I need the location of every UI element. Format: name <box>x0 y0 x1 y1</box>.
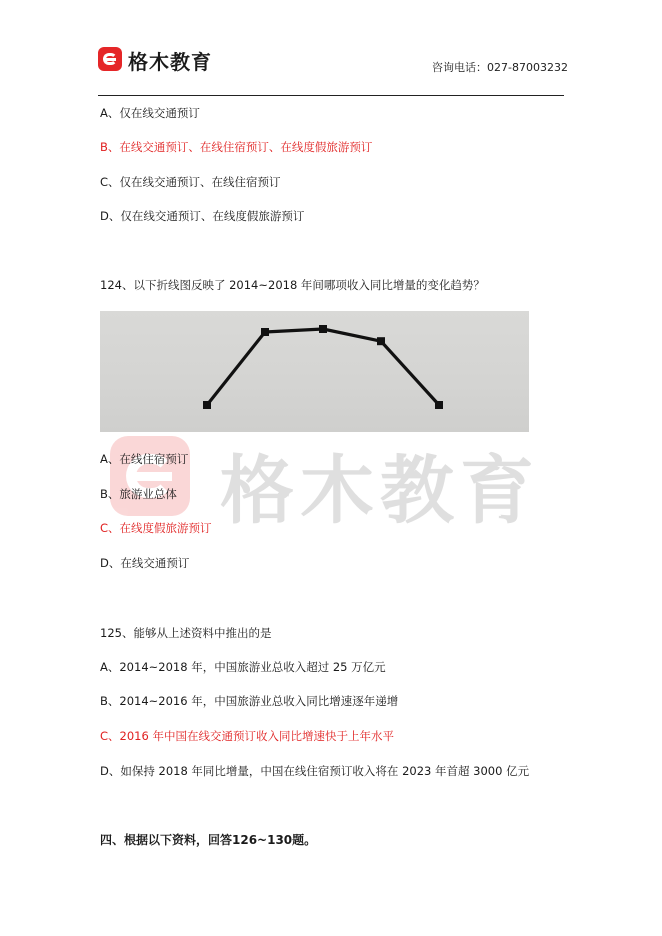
header-divider <box>98 95 564 96</box>
trend-line <box>207 329 439 405</box>
trend-point-4 <box>377 337 385 345</box>
trend-point-2 <box>261 328 269 336</box>
brand-logo <box>98 45 228 75</box>
brand-name: 格木教育 <box>128 50 212 74</box>
q125-option-d: D、如保持 2018 年同比增量，中国在线住宿预订收入将在 2023 年首超 3000 亿元 <box>100 764 530 778</box>
q125-option-c: C、2016 年中国在线交通预订收入同比增速快于上年水平 <box>100 729 394 743</box>
q123-option-a: A、仅在线交通预订 <box>100 106 200 120</box>
q124-option-d: D、在线交通预订 <box>100 556 190 570</box>
q125-stem: 125、能够从上述资料中推出的是 <box>100 626 272 640</box>
trend-point-3 <box>319 325 327 333</box>
q124-option-a: A、在线住宿预订 <box>100 452 189 466</box>
line-chart-figure <box>100 311 529 432</box>
trend-point-5 <box>435 401 443 409</box>
watermark-text: 格木教育 <box>220 448 540 534</box>
q124-option-b: B、旅游业总体 <box>100 487 177 501</box>
q125-option-b: B、2014~2016 年，中国旅游业总收入同比增速逐年递增 <box>100 694 399 708</box>
q123-option-c: C、仅在线交通预订、在线住宿预订 <box>100 175 281 189</box>
q124-stem: 124、以下折线图反映了 2014~2018 年间哪项收入同比增量的变化趋势？ <box>100 278 485 292</box>
section-4-heading: 四、根据以下资料，回答126~130题。 <box>100 833 317 847</box>
logo-icon <box>98 47 122 71</box>
q123-option-b: B、在线交通预订、在线住宿预订、在线度假旅游预订 <box>100 140 373 154</box>
hotline-text: 咨询电话：027-87003232 <box>432 61 568 74</box>
trend-point-1 <box>203 401 211 409</box>
q123-option-d: D、仅在线交通预订、在线度假旅游预订 <box>100 209 305 223</box>
q124-option-c: C、在线度假旅游预订 <box>100 521 212 535</box>
line-chart-photo <box>100 311 529 432</box>
watermark-logo-icon <box>110 436 190 516</box>
q125-option-a: A、2014~2018 年，中国旅游业总收入超过 25 万亿元 <box>100 660 386 674</box>
